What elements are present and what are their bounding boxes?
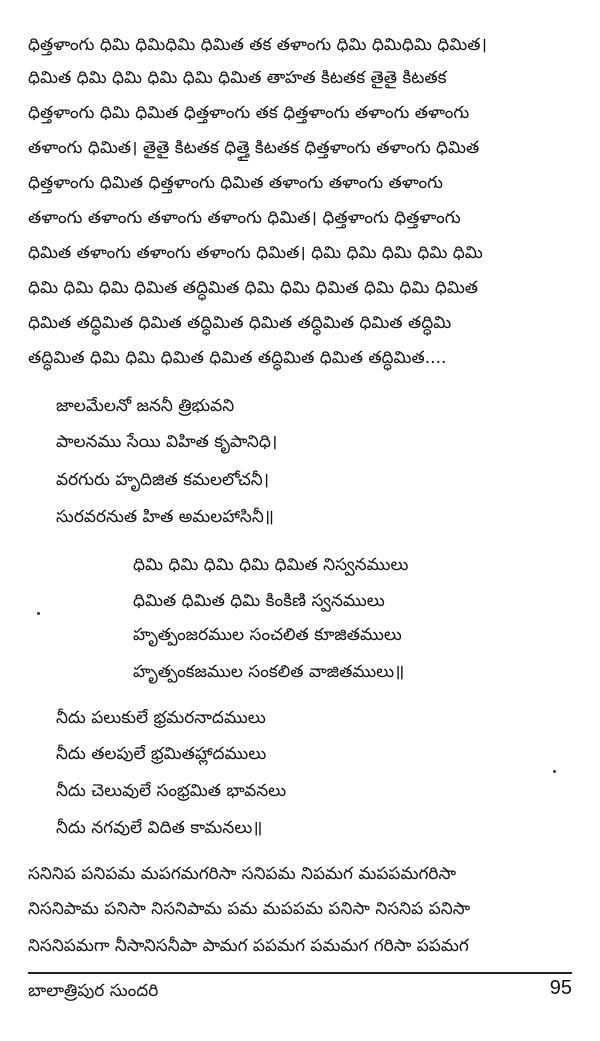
verse-line: నీదు పలుకులే భ్రమరనాదములు <box>56 708 266 728</box>
text-line: ధిమి ధిమి ధిమి ధిమిత తద్ధిమిత ధిమి ధిమి ధిమిత ధిమి ధిమి ధిమిత <box>28 278 479 298</box>
print-speck <box>37 612 40 615</box>
verse-line: నీదు చెలువులే సంభ్రమిత భావనలు <box>56 781 287 801</box>
verse-line: నీదు నగవులే విదిత కామనలు॥ <box>56 818 263 838</box>
text-line: ధిమిత ధిమి ధిమి ధిమి ధిమి ధిమిత తాహత కిటతక తైతై కిటతక <box>28 68 447 88</box>
text-line: ధిత్తళాంగు ధిమిత ధిత్తళాంగు ధిమిత తళాంగు తళాంగు తళాంగు <box>28 173 443 193</box>
verse-line: ధిమి ధిమి ధిమి ధిమి ధిమిత నిస్వనములు <box>133 555 409 575</box>
print-speck <box>553 770 556 773</box>
text-line: ధిమిత తద్ధిమిత ధిమిత తద్ధిమిత ధిమిత తద్ధిమిత ధిమిత తద్ధిమి <box>28 313 452 333</box>
verse-line: హృత్పంకజముల సంకలిత వాజితములు॥ <box>133 662 405 682</box>
verse-line: సురవరనుత హిత అమలహాసినీ॥ <box>56 507 274 527</box>
footer-divider <box>28 972 572 974</box>
text-line: సనినిప పనిపమ మపగమగరిసా సనిపమ నిపమగ మపపమగరిసా <box>28 864 457 884</box>
verse-line: జాలమేలనో జననీ త్రిభువని <box>56 396 235 416</box>
running-footer-title: బాలాత్రిపుర సుందరి <box>28 981 159 1001</box>
text-line: ధిత్తళాంగు ధిమి ధిమిత ధిత్తళాంగు తక ధిత్తళాంగు తళాంగు తళాంగు <box>28 103 470 123</box>
verse-line: పాలనము సేయి విహిత కృపానిధి। <box>56 432 278 452</box>
page-number: 95 <box>549 977 572 999</box>
text-line: తద్ధిమిత ధిమి ధిమి ధిమిత ధిమిత తద్ధిమిత ధిమిత తద్ధిమిత.... <box>28 348 447 368</box>
verse-line: ధిమిత ధిమిత ధిమి కింకిణి స్వనములు <box>133 591 385 611</box>
text-line: ధిత్తళాంగు ధిమి ధిమిధిమి ధిమిత తక తళాంగు ధిమి ధిమిధిమి ధిమిత। <box>28 35 487 55</box>
verse-line: వరగురు హృదిజిత కమలలోచనీ। <box>56 470 270 490</box>
text-line: నిసనిపామ పనిసా నిసనిపామ పమ మపపమ పనిసా నిసనిప పనిసా <box>28 899 471 919</box>
text-line: తళాంగు తళాంగు తళాంగు తళాంగు ధిమిత। ధిత్తళాంగు ధిత్తళాంగు <box>28 208 461 228</box>
verse-line: నీదు తలపులే భ్రమితహ్లాదములు <box>56 744 267 764</box>
text-line: తళాంగు ధిమిత। తైతై కిటతక ధిత్తై కిటతక ధిత్తళాంగు తళాంగు ధిమిత <box>28 138 480 158</box>
text-line: నిసనిపమగా నీసానిసనీపా పామగ పపమగ పమమగ గరిసా పపమగ <box>28 936 469 956</box>
verse-line: హృత్పంజరముల సంచలిత కూజితములు <box>133 625 402 645</box>
text-line: ధిమిత తళాంగు తళాంగు తళాంగు ధిమిత। ధిమి ధిమి ధిమి ధిమి ధిమి <box>28 243 483 263</box>
